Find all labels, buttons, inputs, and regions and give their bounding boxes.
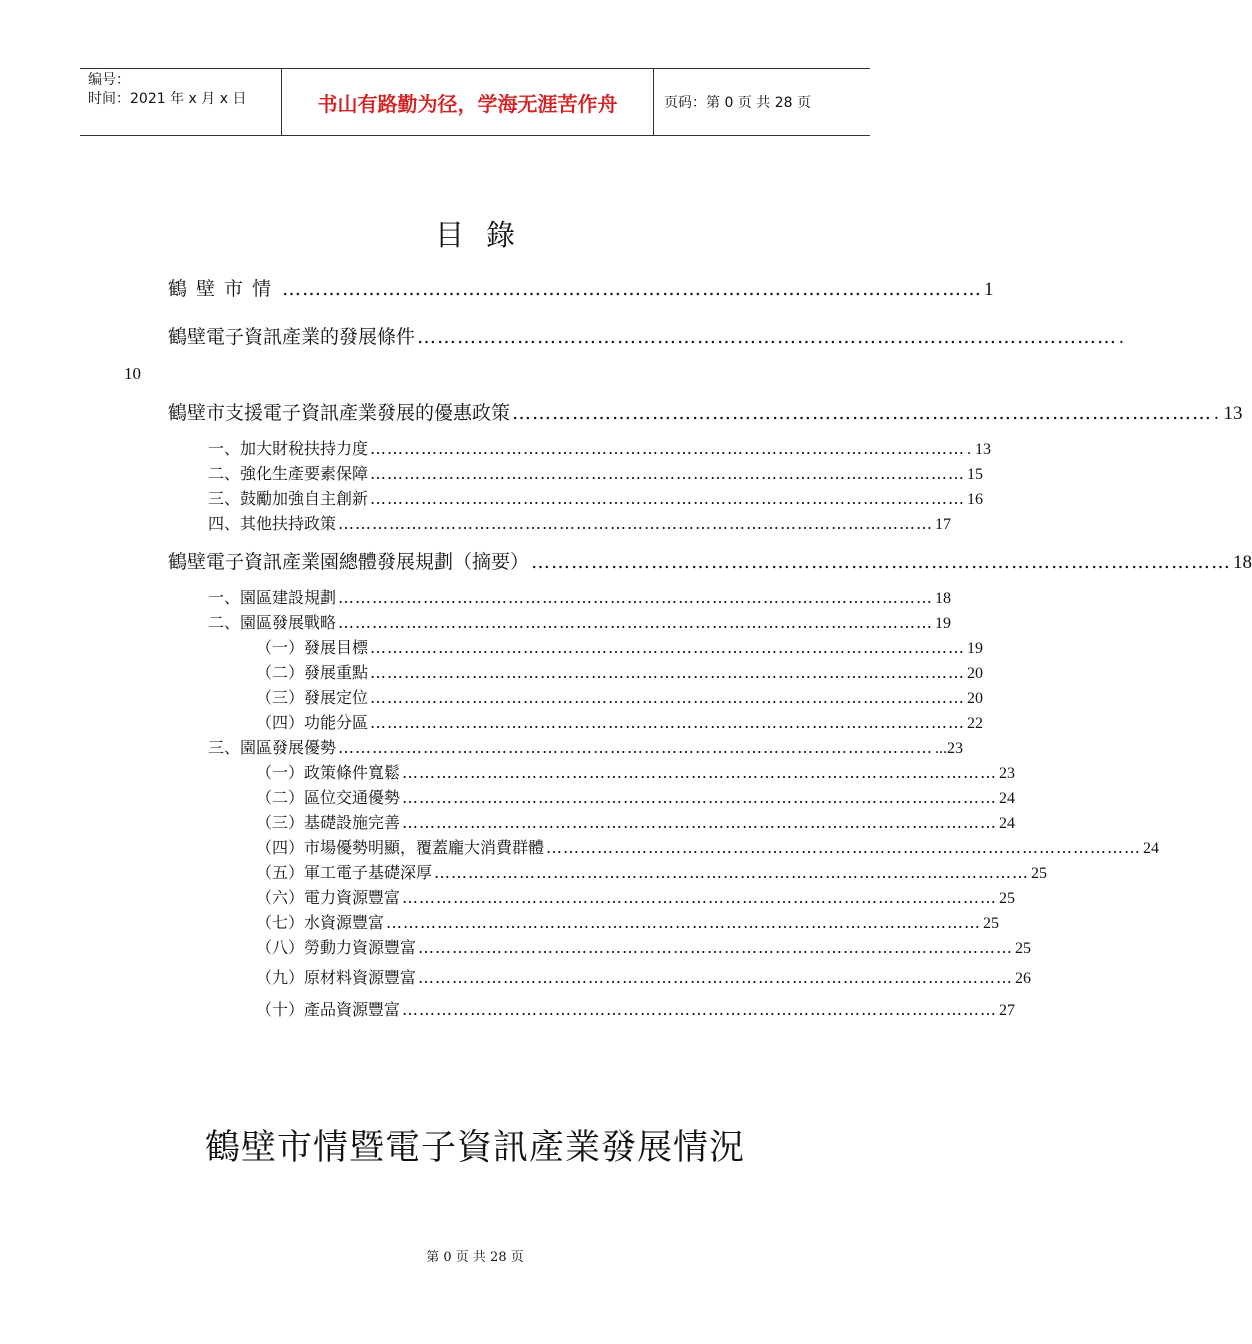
toc-leader-dots: …………………………………………………………………………………………… [402,1000,998,1019]
toc-entry-page: 25 [1015,940,1032,957]
toc-entry-page: . 13 [967,441,992,458]
toc-entry-label: （五）軍工電子基礎深厚 [256,863,433,882]
toc-leader-dots: …………………………………………………………………………………………… [338,738,934,757]
toc-entry[interactable] [208,511,952,534]
toc-entry-label: 鶴壁市情 [168,278,281,300]
toc-leader-dots: …………………………………………………………………………………………… [370,638,966,657]
toc-entry[interactable] [168,398,1243,425]
toc-entry[interactable] [256,685,984,708]
toc-wrapped-page: 10 [124,364,141,383]
toc-entry[interactable] [256,965,1032,988]
toc-entry-label: （九）原材料資源豐富 [256,968,417,987]
toc-entry-page: . [1119,327,1124,348]
toc-entry[interactable] [256,910,1000,933]
document-header [80,68,870,136]
toc-entry-label: 鶴壁電子資訊產業的發展條件 [168,326,416,348]
toc-entry[interactable] [208,585,952,608]
toc-entry[interactable] [168,322,1124,349]
toc-entry-page: 23 [999,765,1016,782]
section-heading: 鶴壁市情暨電子資訊產業發展情況 [204,1128,745,1168]
toc-entry-label: 一、園區建設規劃 [208,588,337,607]
toc-leader-dots: …………………………………………………………………………………………… [370,688,966,707]
toc-entry-page: 18 [1233,552,1252,573]
toc-entry-page: 24 [1143,840,1160,857]
toc-leader-dots: …………………………………………………………………………………………… [370,464,966,483]
header-meta-cell [80,69,282,135]
header-motto: 书山有路勤为径，学海无涯苦作舟 [282,69,654,135]
toc-entry-page: 16 [967,491,984,508]
toc-entry[interactable] [256,760,1016,783]
toc-leader-dots: …………………………………………………………………………………………… [417,326,1118,348]
toc-entry-label: 二、園區發展戰略 [208,613,337,632]
toc-entry[interactable] [208,486,984,509]
header-page-info: 页码：第 0 页 共 28 页 [664,95,811,111]
toc-entry-page: ...23 [935,740,964,757]
toc-entry-label: 二、強化生產要素保障 [208,464,369,483]
toc-entry-page: 25 [983,915,1000,932]
toc-entry-page: 19 [967,640,984,657]
toc-entry-label: （四）功能分區 [256,713,369,732]
toc-entry-label: 三、鼓勵加強自主創新 [208,489,369,508]
toc-leader-dots: …………………………………………………………………………………………… [386,913,982,932]
toc-entry-label: （一）發展目標 [256,638,369,657]
toc-entry[interactable] [208,461,984,484]
toc-entry[interactable] [208,735,964,758]
toc-leader-dots: …………………………………………………………………………………………… [338,588,934,607]
toc-entry-label: 四、其他扶持政策 [208,514,337,533]
toc-entry-label: 一、加大財稅扶持力度 [208,439,369,458]
toc-leader-dots: …………………………………………………………………………………………… [282,278,983,300]
toc-entry-page: 27 [999,1002,1016,1019]
toc-entry-label: （六）電力資源豐富 [256,888,401,907]
toc-leader-dots: …………………………………………………………………………………………… [338,613,934,632]
toc-entry-page: 17 [935,516,952,533]
toc-entry-label: （一）政策條件寬鬆 [256,763,401,782]
toc-entry-label: 鶴壁市支援電子資訊產業發展的優惠政策 [168,402,511,424]
toc-entry-page: 24 [999,790,1016,807]
toc-entry-page: 25 [1031,865,1048,882]
toc-entry[interactable] [256,885,1016,908]
toc-entry-label: 三、園區發展優勢 [208,738,337,757]
toc-entry-label: 鶴壁電子資訊產業園總體發展規劃（摘要） [168,551,530,573]
toc-entry[interactable] [256,710,984,733]
toc-entry[interactable] [208,436,992,459]
toc-entry[interactable] [256,635,984,658]
toc-title: 目錄 [434,218,537,252]
toc-entry-label: （十）產品資源豐富 [256,1000,401,1019]
toc-entry-page: 20 [967,690,984,707]
toc-entry-page: 1 [984,279,994,300]
toc-leader-dots: …………………………………………………………………………………………… [370,489,966,508]
toc-entry-label: （二）區位交通優勢 [256,788,401,807]
toc-entry-page: 25 [999,890,1016,907]
toc-leader-dots: …………………………………………………………………………………………… [370,663,966,682]
toc-leader-dots: …………………………………………………………………………………………… [434,863,1030,882]
page-footer: 第 0 页 共 28 页 [426,1250,524,1265]
toc-entry-page: 15 [967,466,984,483]
toc-leader-dots: …………………………………………………………………………………………… [402,763,998,782]
toc-entry-label: （三）基礎設施完善 [256,813,401,832]
toc-leader-dots: …………………………………………………………………………………………… [531,551,1232,573]
toc-leader-dots: …………………………………………………………………………………………… [402,788,998,807]
toc-entry-page: . 13 [1214,403,1243,424]
toc-entry[interactable] [256,997,1016,1020]
toc-entry[interactable] [256,810,1016,833]
toc-entry-page: 20 [967,665,984,682]
toc-leader-dots: …………………………………………………………………………………………… [338,514,934,533]
toc-entry-page: 19 [935,615,952,632]
toc-leader-dots: …………………………………………………………………………………………… [546,838,1142,857]
toc-entry-page: 18 [935,590,952,607]
toc-leader-dots: …………………………………………………………………………………………… [402,888,998,907]
toc-entry[interactable] [168,274,994,301]
toc-leader-dots: …………………………………………………………………………………………… [418,968,1014,987]
toc-leader-dots: …………………………………………………………………………………………… [418,938,1014,957]
toc-entry-label: （四）市場優勢明顯，覆蓋龐大消費群體 [256,838,545,857]
toc-leader-dots: …………………………………………………………………………………………… [402,813,998,832]
toc-entry[interactable] [208,610,952,633]
toc-entry-label: （三）發展定位 [256,688,369,707]
toc-entry-label: （七）水資源豐富 [256,913,385,932]
toc-entry[interactable] [256,660,984,683]
toc-leader-dots: …………………………………………………………………………………………… [370,439,966,458]
toc-entry[interactable] [256,785,1016,808]
toc-entry-page: 22 [967,715,984,732]
toc-entry-label: （八）勞動力資源豐富 [256,938,417,957]
toc-entry-page: 26 [1015,970,1032,987]
toc-leader-dots: …………………………………………………………………………………………… [512,402,1213,424]
toc-leader-dots: …………………………………………………………………………………………… [370,713,966,732]
toc-entry[interactable] [256,835,1160,858]
serial-label: 编号： [88,72,130,88]
time-label: 时间：2021 年 x 月 x 日 [88,91,247,107]
toc-entry-label: （二）發展重點 [256,663,369,682]
toc-entry[interactable] [256,860,1048,883]
toc-entry-page: 24 [999,815,1016,832]
toc-entry[interactable] [168,547,1252,574]
toc-entry[interactable] [256,935,1032,958]
